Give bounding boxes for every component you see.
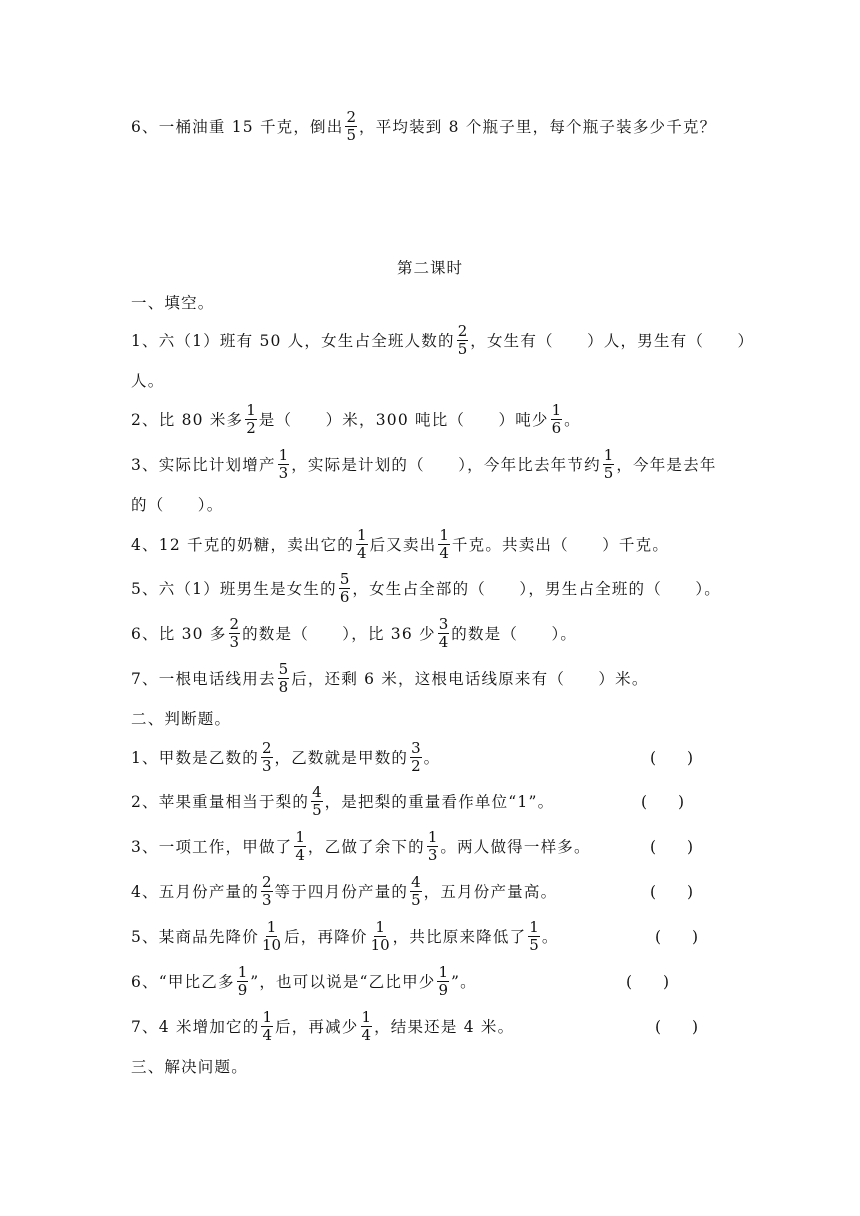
answer-parens-4[interactable]: ( ): [650, 883, 694, 901]
fraction: $\frac{1}{2}$: [246, 400, 256, 437]
fraction: $\frac{1}{10}$: [370, 917, 390, 954]
answer-parens-2[interactable]: ( ): [641, 793, 685, 811]
fraction: $\frac{1}{10}$: [261, 917, 282, 954]
fraction: $\frac{1}{4}$: [262, 1007, 272, 1044]
judge-item-6: 6、“甲比乙多 $\frac{1}{9}$ ”，也可以说是“乙比甲少 $\frac{1}{9}$ ”。: [131, 962, 477, 999]
fill-item-3-cont: 的（ ）。: [131, 496, 224, 514]
judge-heading: 二、判断题。: [131, 710, 232, 728]
fraction: $\frac{1}{4}$: [439, 525, 449, 562]
question-6: [131, 103, 716, 149]
fraction: $\frac{1}{5}$: [603, 445, 614, 482]
judge-item-4: 4、五月份产量的 $\frac{2}{3}$ 等于四月份产量的 $\frac{4}{5}$ ，五月份产量高。: [131, 872, 558, 909]
fraction: $\frac{5}{6}$: [339, 569, 350, 606]
fill-item-1: 1、六（1）班有 50 人，女生占全班人数的 $\frac{2}{5}$ ，女生有（ ）人，男生有（ ）: [131, 321, 755, 358]
fraction: $\frac{1}{6}$: [551, 400, 562, 437]
fraction: $\frac{2}{3}$: [261, 872, 272, 909]
fraction: $\frac{5}{8}$: [278, 659, 289, 696]
fill-item-7: 7、一根电话线用去 $\frac{5}{8}$ 后，还剩 6 米，这根电话线原来有（ ）米。: [131, 659, 649, 696]
fraction: $\frac{1}{5}$: [529, 917, 539, 954]
fraction: $\frac{2}{5}$: [346, 107, 356, 144]
answer-parens-7[interactable]: ( ): [655, 1018, 699, 1036]
fraction: $\frac{1}{9}$: [438, 962, 449, 999]
fraction: $\frac{4}{5}$: [411, 872, 421, 909]
fill-item-1-cont: 人。: [131, 372, 165, 390]
answer-parens-5[interactable]: ( ): [655, 928, 699, 946]
fraction: $\frac{1}{4}$: [295, 827, 305, 864]
fill-item-5: 5、六（1）班男生是女生的 $\frac{5}{6}$ ，女生占全部的（ ），男生占全班的（ ）。: [131, 569, 721, 606]
fraction: $\frac{2}{5}$: [457, 321, 468, 358]
fraction: $\frac{1}{4}$: [361, 1007, 372, 1044]
fraction: $\frac{1}{3}$: [427, 827, 438, 864]
q6-text-a: 6、一桶油重 15 千克，倒出: [131, 118, 344, 136]
lesson-title: 第二课时: [396, 259, 463, 277]
judge-item-7: 7、4 米增加它的 $\frac{1}{4}$ 后，再减少 $\frac{1}{4}$ ，结果还是 4 米。: [131, 1007, 515, 1044]
q6-text-b: ，平均装到 8 个瓶子里，每个瓶子装多少千克？: [359, 118, 717, 136]
answer-parens-6[interactable]: ( ): [626, 973, 670, 991]
judge-item-1: 1、甲数是乙数的 $\frac{2}{3}$ ，乙数就是甲数的 $\frac{3}{2}$ 。: [131, 738, 441, 775]
fraction: $\frac{3}{2}$: [411, 738, 421, 775]
fraction: $\frac{1}{4}$: [357, 525, 367, 562]
answer-parens-1[interactable]: ( ): [650, 749, 694, 767]
fraction: $\frac{3}{4}$: [438, 614, 449, 651]
fraction: $\frac{4}{5}$: [312, 782, 322, 819]
judge-item-5: 5、某商品先降价 $\frac{1}{10}$ 后，再降价 $\frac{1}{10}$ ，共比原来降低了 $\frac{1}{5}$ 。: [131, 917, 559, 954]
judge-item-2: 2、苹果重量相当于梨的 $\frac{4}{5}$ ，是把梨的重量看作单位“1”。: [131, 782, 555, 819]
solve-heading: 三、解决问题。: [131, 1058, 248, 1076]
fraction: $\frac{1}{9}$: [237, 962, 248, 999]
fill-item-3: 3、实际比计划增产 $\frac{1}{3}$ ，实际是计划的（ ），今年比去年节约 $\frac{1}{5}$ ，今年是去年: [131, 445, 717, 482]
fill-heading: 一、填空。: [131, 294, 215, 312]
fraction: $\frac{1}{3}$: [278, 445, 289, 482]
fraction: $\frac{2}{3}$: [261, 738, 272, 775]
fill-item-2: 2、比 80 米多 $\frac{1}{2}$ 是（ ）米，300 吨比（ ）吨少 $\frac{1}{6}$ 。: [131, 400, 581, 437]
judge-item-3: 3、一项工作，甲做了 $\frac{1}{4}$ ，乙做了余下的 $\frac{1}{3}$ 。两人做得一样多。: [131, 827, 591, 864]
fill-item-4: 4、12 千克的奶糖，卖出它的 $\frac{1}{4}$ 后又卖出 $\frac{1}{4}$ 千克。共卖出（ ）千克。: [131, 525, 670, 562]
answer-parens-3[interactable]: ( ): [650, 838, 694, 856]
fraction: $\frac{2}{3}$: [229, 614, 240, 651]
fill-item-6: 6、比 30 多 $\frac{2}{3}$ 的数是（ ），比 36 少 $\frac{3}{4}$ 的数是（ ）。: [131, 614, 578, 651]
